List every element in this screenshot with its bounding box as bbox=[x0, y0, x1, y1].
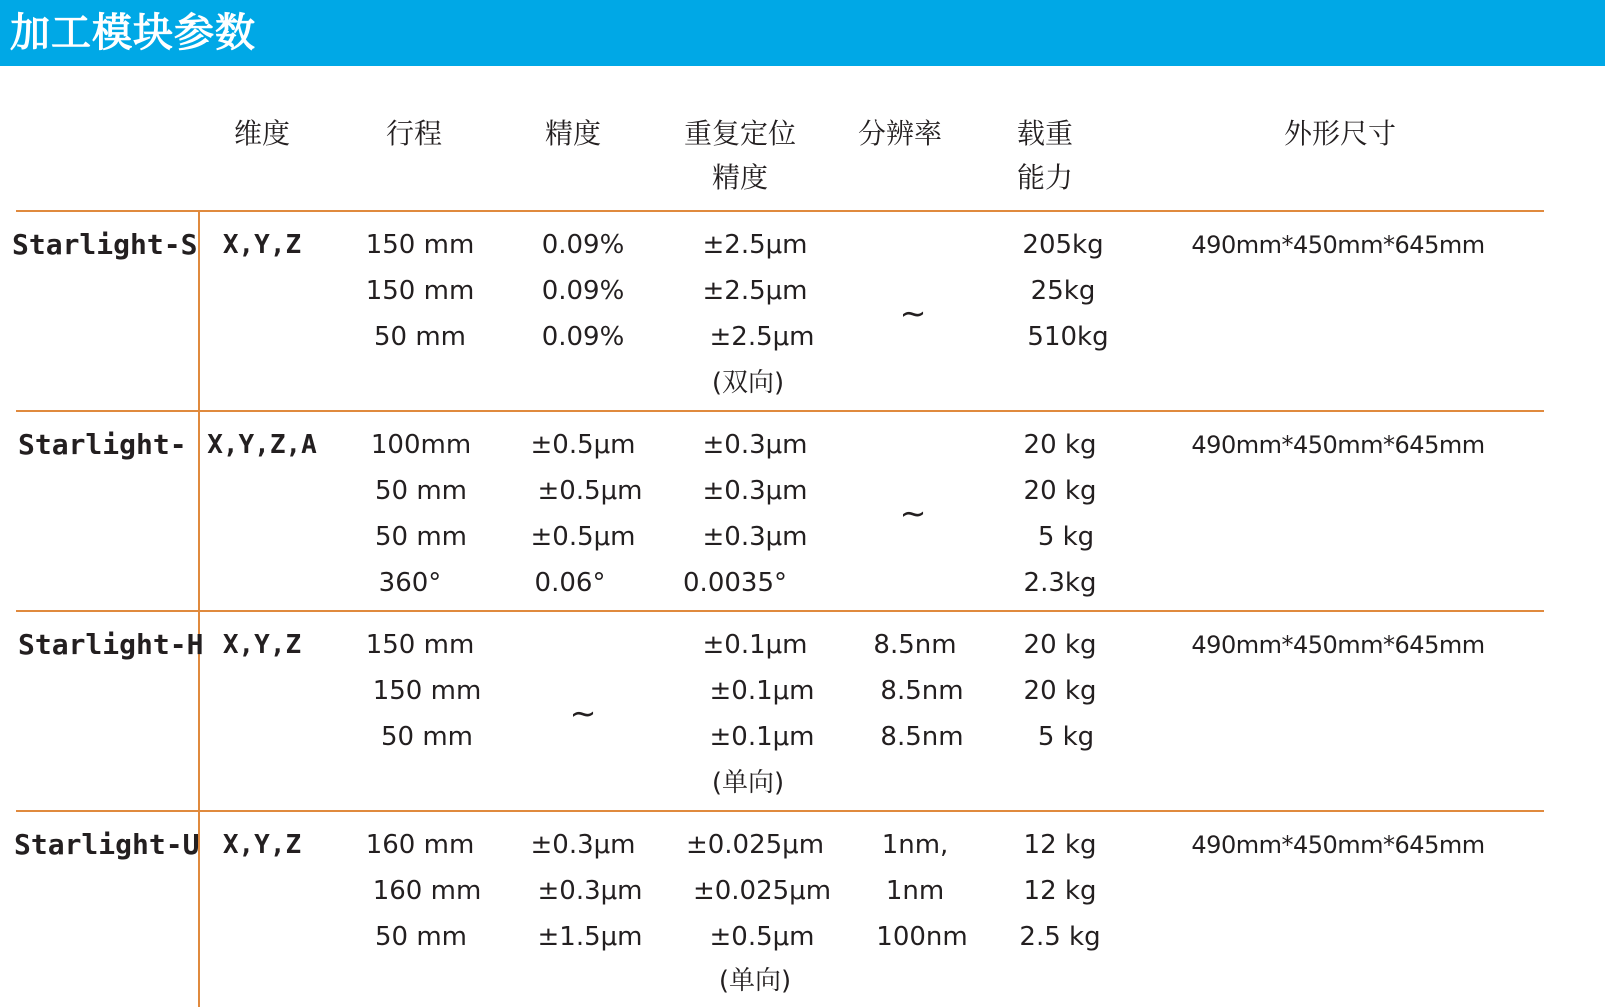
header-repeatability-line1: 重复定位 bbox=[683, 117, 797, 150]
resolution-value: 1nm, bbox=[881, 830, 949, 860]
repeatability-value: ±2.5μm bbox=[702, 276, 808, 306]
travel-value: 100mm bbox=[370, 430, 472, 460]
accuracy-value: ±0.5μm bbox=[530, 522, 636, 552]
load-value: 2.3kg bbox=[1023, 568, 1097, 598]
travel-value: 50 mm bbox=[374, 476, 468, 506]
header-load-line2: 能力 bbox=[1016, 161, 1074, 194]
travel-value: 360° bbox=[378, 568, 442, 598]
size-value: 490mm*450mm*645mm bbox=[1191, 831, 1485, 859]
accuracy-value: ±0.3μm bbox=[537, 876, 643, 906]
dimension-cell: X,Y,Z,A bbox=[207, 430, 317, 460]
resolution-value: 8.5nm bbox=[880, 722, 964, 752]
header-resolution: 分辨率 bbox=[857, 117, 943, 150]
travel-value: 150 mm bbox=[365, 630, 475, 660]
repeatability-value: ±0.1μm bbox=[709, 722, 815, 752]
accuracy-value: ±1.5μm bbox=[537, 922, 643, 952]
load-value: 5 kg bbox=[1037, 722, 1095, 752]
model-name: Starlight- bbox=[18, 428, 187, 461]
repeatability-value: ±0.025μm bbox=[692, 876, 832, 906]
row-divider bbox=[16, 610, 1544, 612]
resolution-value: 8.5nm bbox=[873, 630, 957, 660]
load-value: 12 kg bbox=[1023, 830, 1097, 860]
resolution-value: 1nm bbox=[885, 876, 945, 906]
title-banner bbox=[0, 0, 1605, 66]
column-divider bbox=[198, 210, 200, 1007]
dimension-cell: X,Y,Z bbox=[222, 230, 302, 260]
size-value: 490mm*450mm*645mm bbox=[1191, 231, 1485, 259]
load-value: 20 kg bbox=[1023, 630, 1097, 660]
travel-value: 150 mm bbox=[365, 230, 475, 260]
accuracy-value: ~ bbox=[569, 694, 597, 732]
header-travel: 行程 bbox=[385, 117, 443, 150]
travel-value: 50 mm bbox=[373, 322, 467, 352]
load-value: 20 kg bbox=[1023, 676, 1097, 706]
header-load-line1: 载重 bbox=[1016, 117, 1074, 150]
repeatability-value: ±0.1μm bbox=[702, 630, 808, 660]
resolution-value: 8.5nm bbox=[880, 676, 964, 706]
repeatability-value: 0.0035° bbox=[683, 568, 787, 598]
repeatability-note: (双向) bbox=[711, 368, 785, 398]
row-divider bbox=[16, 210, 1544, 212]
load-value: 2.5 kg bbox=[1019, 922, 1101, 952]
header-dimension: 维度 bbox=[233, 117, 291, 150]
repeatability-value: ±0.1μm bbox=[709, 676, 815, 706]
travel-value: 160 mm bbox=[372, 876, 482, 906]
size-value: 490mm*450mm*645mm bbox=[1191, 431, 1485, 459]
repeatability-value: ±0.025μm bbox=[685, 830, 825, 860]
accuracy-value: 0.09% bbox=[541, 276, 625, 306]
resolution-value: ~ bbox=[899, 294, 927, 332]
repeatability-note: (单向) bbox=[718, 966, 792, 996]
row-divider bbox=[16, 410, 1544, 412]
accuracy-value: 0.06° bbox=[534, 568, 606, 598]
accuracy-value: ±0.3μm bbox=[530, 830, 636, 860]
repeatability-value: ±0.3μm bbox=[702, 430, 808, 460]
row-divider bbox=[16, 810, 1544, 812]
travel-value: 150 mm bbox=[365, 276, 475, 306]
accuracy-value: ±0.5μm bbox=[530, 430, 636, 460]
repeatability-value: ±2.5μm bbox=[702, 230, 808, 260]
dimension-cell: X,Y,Z bbox=[222, 830, 302, 860]
model-name: Starlight-U bbox=[14, 828, 200, 861]
load-value: 205kg bbox=[1022, 230, 1104, 260]
travel-value: 50 mm bbox=[374, 522, 468, 552]
load-value: 5 kg bbox=[1037, 522, 1095, 552]
load-value: 12 kg bbox=[1023, 876, 1097, 906]
dimension-cell: X,Y,Z bbox=[222, 630, 302, 660]
repeatability-value: ±0.3μm bbox=[702, 476, 808, 506]
travel-value: 150 mm bbox=[372, 676, 482, 706]
load-value: 20 kg bbox=[1023, 430, 1097, 460]
load-value: 25kg bbox=[1030, 276, 1096, 306]
load-value: 510kg bbox=[1027, 322, 1109, 352]
header-size: 外形尺寸 bbox=[1283, 117, 1397, 150]
accuracy-value: 0.09% bbox=[541, 230, 625, 260]
size-value: 490mm*450mm*645mm bbox=[1191, 631, 1485, 659]
repeatability-value: ±2.5μm bbox=[709, 322, 815, 352]
repeatability-note: (单向) bbox=[711, 768, 785, 798]
header-repeatability-line2: 精度 bbox=[711, 161, 769, 194]
load-value: 20 kg bbox=[1023, 476, 1097, 506]
repeatability-value: ±0.5μm bbox=[709, 922, 815, 952]
resolution-value: ~ bbox=[899, 494, 927, 532]
resolution-value: 100nm bbox=[876, 922, 968, 952]
travel-value: 50 mm bbox=[374, 922, 468, 952]
travel-value: 50 mm bbox=[380, 722, 474, 752]
repeatability-value: ±0.3μm bbox=[702, 522, 808, 552]
model-name: Starlight-S bbox=[12, 228, 198, 261]
travel-value: 160 mm bbox=[365, 830, 475, 860]
model-name: Starlight-H bbox=[18, 628, 204, 661]
accuracy-value: 0.09% bbox=[541, 322, 625, 352]
page-title: 加工模块参数 bbox=[10, 10, 256, 56]
header-accuracy: 精度 bbox=[544, 117, 602, 150]
accuracy-value: ±0.5μm bbox=[537, 476, 643, 506]
